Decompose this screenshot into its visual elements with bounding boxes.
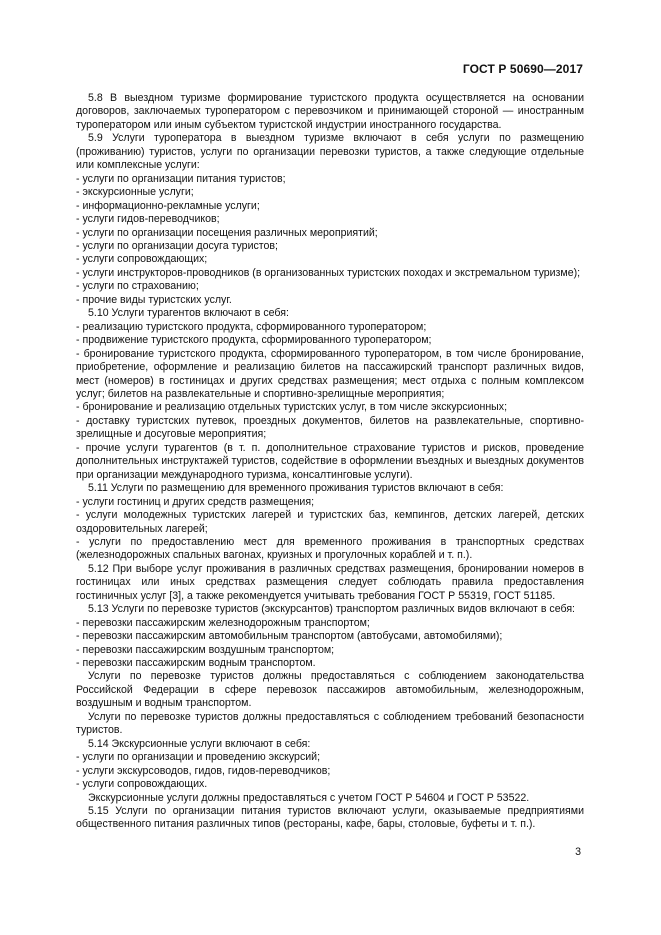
- paragraph: - услуги сопровождающих.: [76, 778, 208, 791]
- paragraph: - реализацию туристского продукта, сформированного туроператором;: [76, 320, 427, 333]
- paragraph: 5.8 В выездном туризме формирование туристского продукта осуществляется на основании договоров, заключаемых туроператором с перевозчиком и принимающей стороной — иностранным туроператором или иным субъектом туристской индустрии иностранного государства.: [76, 92, 584, 131]
- paragraph: - услуги по организации посещения различных мероприятий;: [76, 226, 378, 239]
- paragraph: Услуги по перевозке туристов должны предоставляться с соблюдением законодательства Российской Федерации в сфере перевозок пассажиров автомобильным, железнодорожным, воздушным и водным транспортом.: [76, 670, 584, 710]
- paragraph: - перевозки пассажирским автомобильным транспортом (автобусами, автомобилями);: [76, 630, 503, 643]
- paragraph: - перевозки пассажирским воздушным транспортом;: [76, 643, 335, 656]
- paragraph: Экскурсионные услуги должны предоставляться с учетом ГОСТ Р 54604 и ГОСТ Р 53522.: [88, 791, 530, 804]
- paragraph: - услуги по организации досуга туристов;: [76, 239, 278, 252]
- paragraph: - экскурсионные услуги;: [76, 186, 194, 199]
- paragraph: - продвижение туристского продукта, сформированного туроператором;: [76, 334, 432, 347]
- paragraph: 5.14 Экскурсионные услуги включают в себя:: [88, 737, 311, 750]
- paragraph: Услуги по перевозке туристов должны предоставляться с соблюдением требований безопасности туристов.: [76, 710, 584, 737]
- paragraph: 5.10 Услуги турагентов включают в себя:: [88, 307, 289, 320]
- paragraph: 5.13 Услуги по перевозке туристов (экскурсантов) транспортом различных видов включают в себя:: [88, 603, 576, 616]
- paragraph: - прочие услуги турагентов (в т. п. дополнительное страхование туристов и рисков, проведение дополнительных инструктажей туристов, содействие в оформлении въездных и выездных документов при организации международного туризма, консалтинговые услуги).: [76, 441, 584, 481]
- paragraph: - услуги гостиниц и других средств размещения;: [76, 495, 315, 508]
- paragraph: - услуги по страхованию;: [76, 280, 199, 293]
- paragraph: 5.11 Услуги по размещению для временного проживания туристов включают в себя:: [88, 482, 504, 495]
- paragraph: - информационно-рекламные услуги;: [76, 199, 260, 212]
- paragraph: 5.9 Услуги туроператора в выездном туризме включают в себя услуги по размещению (проживанию) туристов, услуги по организации перевозки туристов, а также следующие отдельные или комплексные услуги:: [76, 132, 584, 172]
- page-number: 3: [575, 846, 581, 858]
- paragraph: - бронирование и реализацию отдельных туристских услуг, в том числе экскурсионных;: [76, 401, 508, 414]
- paragraph: - услуги молодежных туристских лагерей и туристских баз, кемпингов, детских лагерей, детских оздоровительных лагерей;: [76, 509, 584, 535]
- document-body: [76, 92, 584, 832]
- paragraph: - перевозки пассажирским водным транспортом.: [76, 657, 316, 670]
- paragraph: - услуги по предоставлению мест для временного проживания в транспортных средствах (железнодорожных спальных вагонах, круизных и прогулочных кораблей и т. п.).: [76, 535, 584, 562]
- paragraph: - доставку туристских путевок, проездных документов, билетов на развлекательные, спортивно-зрелищные и досуговые мероприятия;: [76, 414, 584, 441]
- paragraph: 5.15 Услуги по организации питания туристов включают услуги, оказываемые предприятиями общественного питания различных типов (рестораны, кафе, бары, столовые, буфеты и т. п.).: [76, 805, 584, 831]
- paragraph: - услуги сопровождающих;: [76, 253, 208, 266]
- paragraph: - услуги по организации питания туристов;: [76, 172, 286, 185]
- paragraph: - услуги экскурсоводов, гидов, гидов-переводчиков;: [76, 764, 331, 777]
- paragraph: - услуги по организации и проведению экскурсий;: [76, 751, 321, 764]
- document-header-standard-id: ГОСТ Р 50690—2017: [462, 62, 583, 76]
- paragraph: - перевозки пассажирским железнодорожным транспортом;: [76, 616, 370, 629]
- paragraph: - услуги инструкторов-проводников (в организованных туристских походах и экстремальном туризме);: [76, 266, 581, 279]
- paragraph: - прочие виды туристских услуг.: [76, 293, 232, 306]
- paragraph: 5.12 При выборе услуг проживания в различных средствах размещения, бронировании номеров в гостиницах или иных средствах размещения следует соблюдать правила предоставления гостиничных услуг [3], а также рекомендуется учитывать требования ГОСТ Р 55319, ГОСТ 51185.: [76, 562, 584, 602]
- paragraph: - бронирование туристского продукта, сформированного туроператором, в том числе бронирование, приобретение, оформление и реализацию билетов на пассажирский транспорт различных видов, мест (номеров) в гостиницах и других средствах размещения; мест отдыха с полным комплексом услуг; билетов на развлекательные и спортивно-зрелищные мероприятия;: [76, 347, 584, 400]
- paragraph: - услуги гидов-переводчиков;: [76, 213, 220, 226]
